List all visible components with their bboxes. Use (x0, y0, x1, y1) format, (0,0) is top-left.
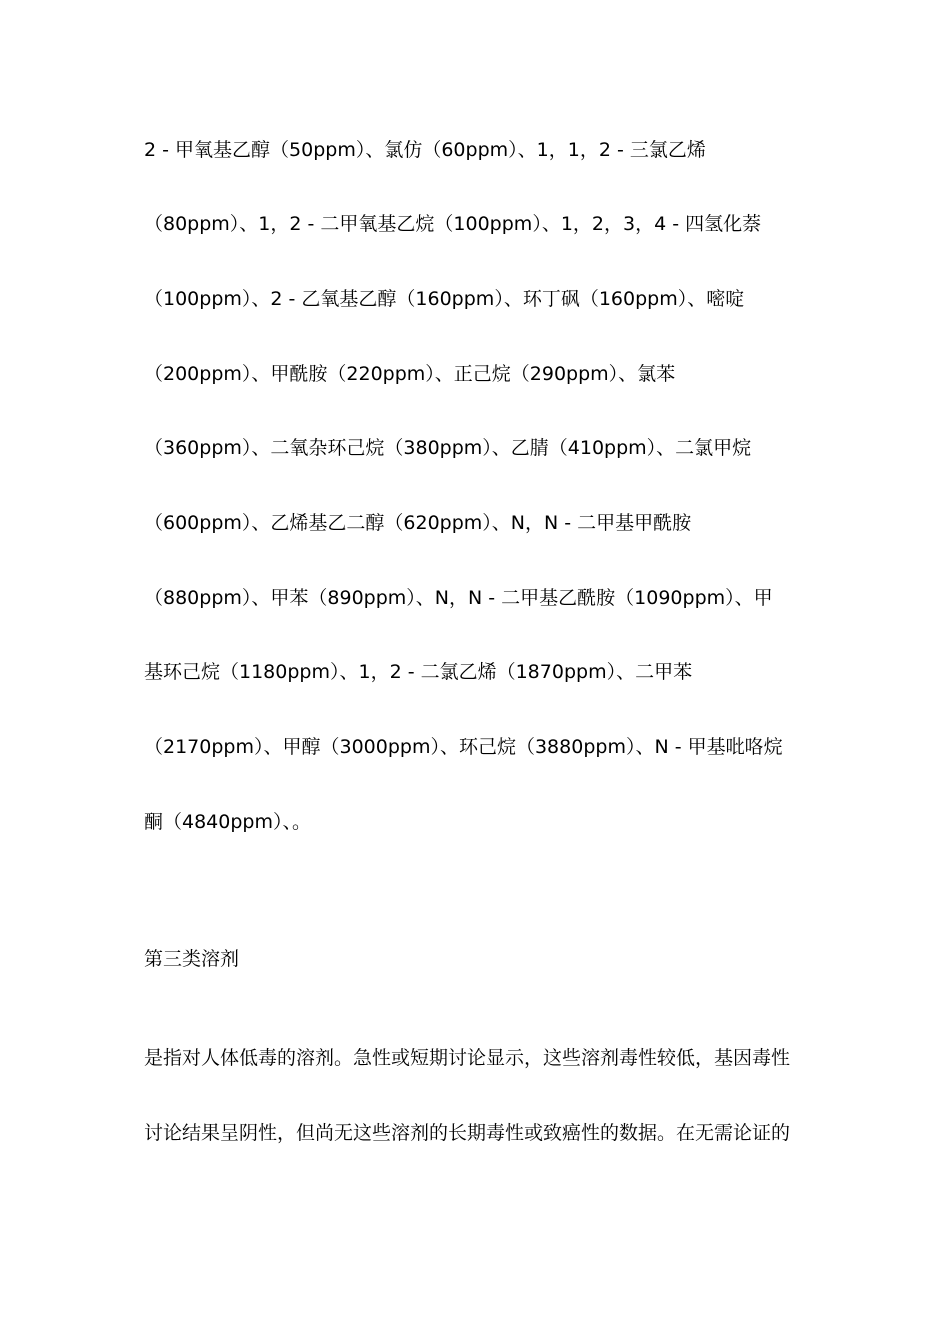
solvent-list-line-10: 酮（4840ppm）、。 (144, 811, 311, 833)
paragraph-line-2: 讨论结果呈阴性，但尚无这些溶剂的长期毒性或致癌性的数据。在无需论证的 (144, 1122, 791, 1144)
solvent-list-line-2: （80ppm）、1，2 - 二甲氧基乙烷（100ppm）、1，2，3，4 - 四氢化萘 (144, 213, 762, 235)
solvent-list-line-4: （200ppm）、甲酰胺（220ppm）、正己烷（290ppm）、氯苯 (144, 363, 676, 385)
solvent-list-line-3: （100ppm）、2 - 乙氧基乙醇（160ppm）、环丁砜（160ppm）、嘧啶 (144, 288, 745, 310)
solvent-list-line-1: 2 - 甲氧基乙醇（50ppm）、氯仿（60ppm）、1，1，2 - 三氯乙烯 (144, 139, 706, 161)
solvent-list-line-7: （880ppm）、甲苯（890ppm）、N，N - 二甲基乙酰胺（1090ppm）、甲 (144, 587, 773, 609)
section-heading: 第三类溶剂 (144, 948, 240, 970)
solvent-list-line-9: （2170ppm）、甲醇（3000ppm）、环己烷（3880ppm）、N - 甲基吡咯烷 (144, 736, 783, 758)
paragraph-line-1: 是指对人体低毒的溶剂。急性或短期讨论显示，这些溶剂毒性较低，基因毒性 (144, 1047, 791, 1069)
solvent-list-line-5: （360ppm）、二氧杂环己烷（380ppm）、乙腈（410ppm）、二氯甲烷 (144, 437, 752, 459)
solvent-list-line-6: （600ppm）、乙烯基乙二醇（620ppm）、N，N - 二甲基甲酰胺 (144, 512, 692, 534)
solvent-list-line-8: 基环己烷（1180ppm）、1，2 - 二氯乙烯（1870ppm）、二甲苯 (144, 661, 693, 683)
